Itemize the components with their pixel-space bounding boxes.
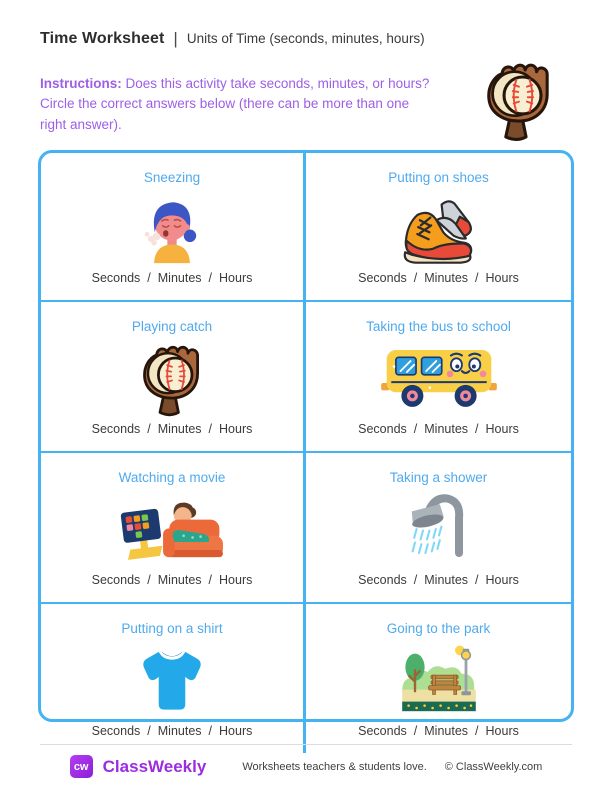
answer-seconds[interactable]: Seconds <box>91 724 141 738</box>
answer-seconds[interactable]: Seconds <box>358 573 407 587</box>
park-icon <box>395 636 483 724</box>
instructions-text: Instructions: Does this activity take seconds, minutes, or hours? Circle the correct answers below (there can be more than one right answer). <box>40 76 430 132</box>
activity-cell-shower <box>306 453 571 604</box>
worksheet-title: Time Worksheet <box>40 30 165 47</box>
activity-label: Watching a movie <box>118 470 226 485</box>
activity-grid <box>38 150 574 738</box>
title-separator: | <box>173 29 178 48</box>
answer-hours[interactable]: Hours <box>485 573 519 587</box>
brand-name: ClassWeekly <box>102 756 207 776</box>
answer-seconds[interactable]: Seconds <box>91 422 141 436</box>
activity-cell-sneezing <box>41 153 306 302</box>
answer-hours[interactable]: Hours <box>219 271 253 285</box>
answer-seconds[interactable]: Seconds <box>358 271 407 285</box>
instructions-label: Instructions: <box>40 76 122 91</box>
answer-row: Seconds / Minutes / Hours <box>91 573 253 587</box>
answer-minutes[interactable]: Minutes <box>157 724 202 738</box>
activity-label: Sneezing <box>143 170 201 185</box>
activity-cell-park <box>306 604 571 753</box>
sneakers-icon <box>391 185 487 271</box>
answer-seconds[interactable]: Seconds <box>358 724 407 738</box>
answer-row: Seconds / Minutes / Hours <box>91 422 253 436</box>
sneezing-girl-icon <box>128 185 216 271</box>
answer-row: Seconds / Minutes / Hours <box>91 271 253 285</box>
activity-label: Going to the park <box>386 621 491 636</box>
answer-hours[interactable]: Hours <box>485 271 519 285</box>
page-title <box>40 28 425 48</box>
movie-couch-icon <box>111 485 233 573</box>
footer-tagline: Worksheets teachers & students love. <box>242 760 427 773</box>
answer-hours[interactable]: Hours <box>219 573 253 587</box>
worksheet-subtitle: Units of Time (seconds, minutes, hours) <box>186 31 425 46</box>
school-bus-icon <box>377 334 501 422</box>
answer-row: Seconds / Minutes / Hours <box>358 422 519 436</box>
answer-hours[interactable]: Hours <box>219 724 253 738</box>
classweekly-logo-icon: cw <box>70 755 93 778</box>
activity-label: Playing catch <box>131 319 213 334</box>
footer <box>0 755 612 778</box>
answer-seconds[interactable]: Seconds <box>91 573 141 587</box>
answer-minutes[interactable]: Minutes <box>157 271 202 285</box>
activity-cell-bus <box>306 302 571 453</box>
answer-minutes[interactable]: Minutes <box>424 271 469 285</box>
activity-label: Putting on shoes <box>388 170 489 185</box>
answer-minutes[interactable]: Minutes <box>157 422 202 436</box>
answer-hours[interactable]: Hours <box>485 422 519 436</box>
shower-icon <box>398 485 480 573</box>
answer-minutes[interactable]: Minutes <box>424 724 469 738</box>
answer-row: Seconds / Minutes / Hours <box>91 724 253 738</box>
tshirt-icon <box>129 636 215 724</box>
footer-copyright: © ClassWeekly.com <box>444 760 543 773</box>
activity-cell-shirt <box>41 604 306 753</box>
baseball-glove-icon <box>132 334 212 422</box>
answer-minutes[interactable]: Minutes <box>157 573 202 587</box>
answer-minutes[interactable]: Minutes <box>424 573 469 587</box>
answer-minutes[interactable]: Minutes <box>424 422 469 436</box>
activity-label: Taking a shower <box>389 470 488 485</box>
activity-cell-movie <box>41 453 306 604</box>
answer-hours[interactable]: Hours <box>219 422 253 436</box>
footer-divider <box>40 744 572 745</box>
activity-label: Putting on a shirt <box>121 621 223 636</box>
answer-row: Seconds / Minutes / Hours <box>358 573 519 587</box>
activity-cell-catch <box>41 302 306 453</box>
answer-hours[interactable]: Hours <box>485 724 519 738</box>
activity-cell-shoes <box>306 153 571 302</box>
baseball-glove-icon <box>464 55 574 143</box>
answer-seconds[interactable]: Seconds <box>358 422 407 436</box>
answer-row: Seconds / Minutes / Hours <box>358 724 519 738</box>
answer-seconds[interactable]: Seconds <box>91 271 141 285</box>
activity-label: Taking the bus to school <box>366 319 511 334</box>
answer-row: Seconds / Minutes / Hours <box>358 271 519 285</box>
